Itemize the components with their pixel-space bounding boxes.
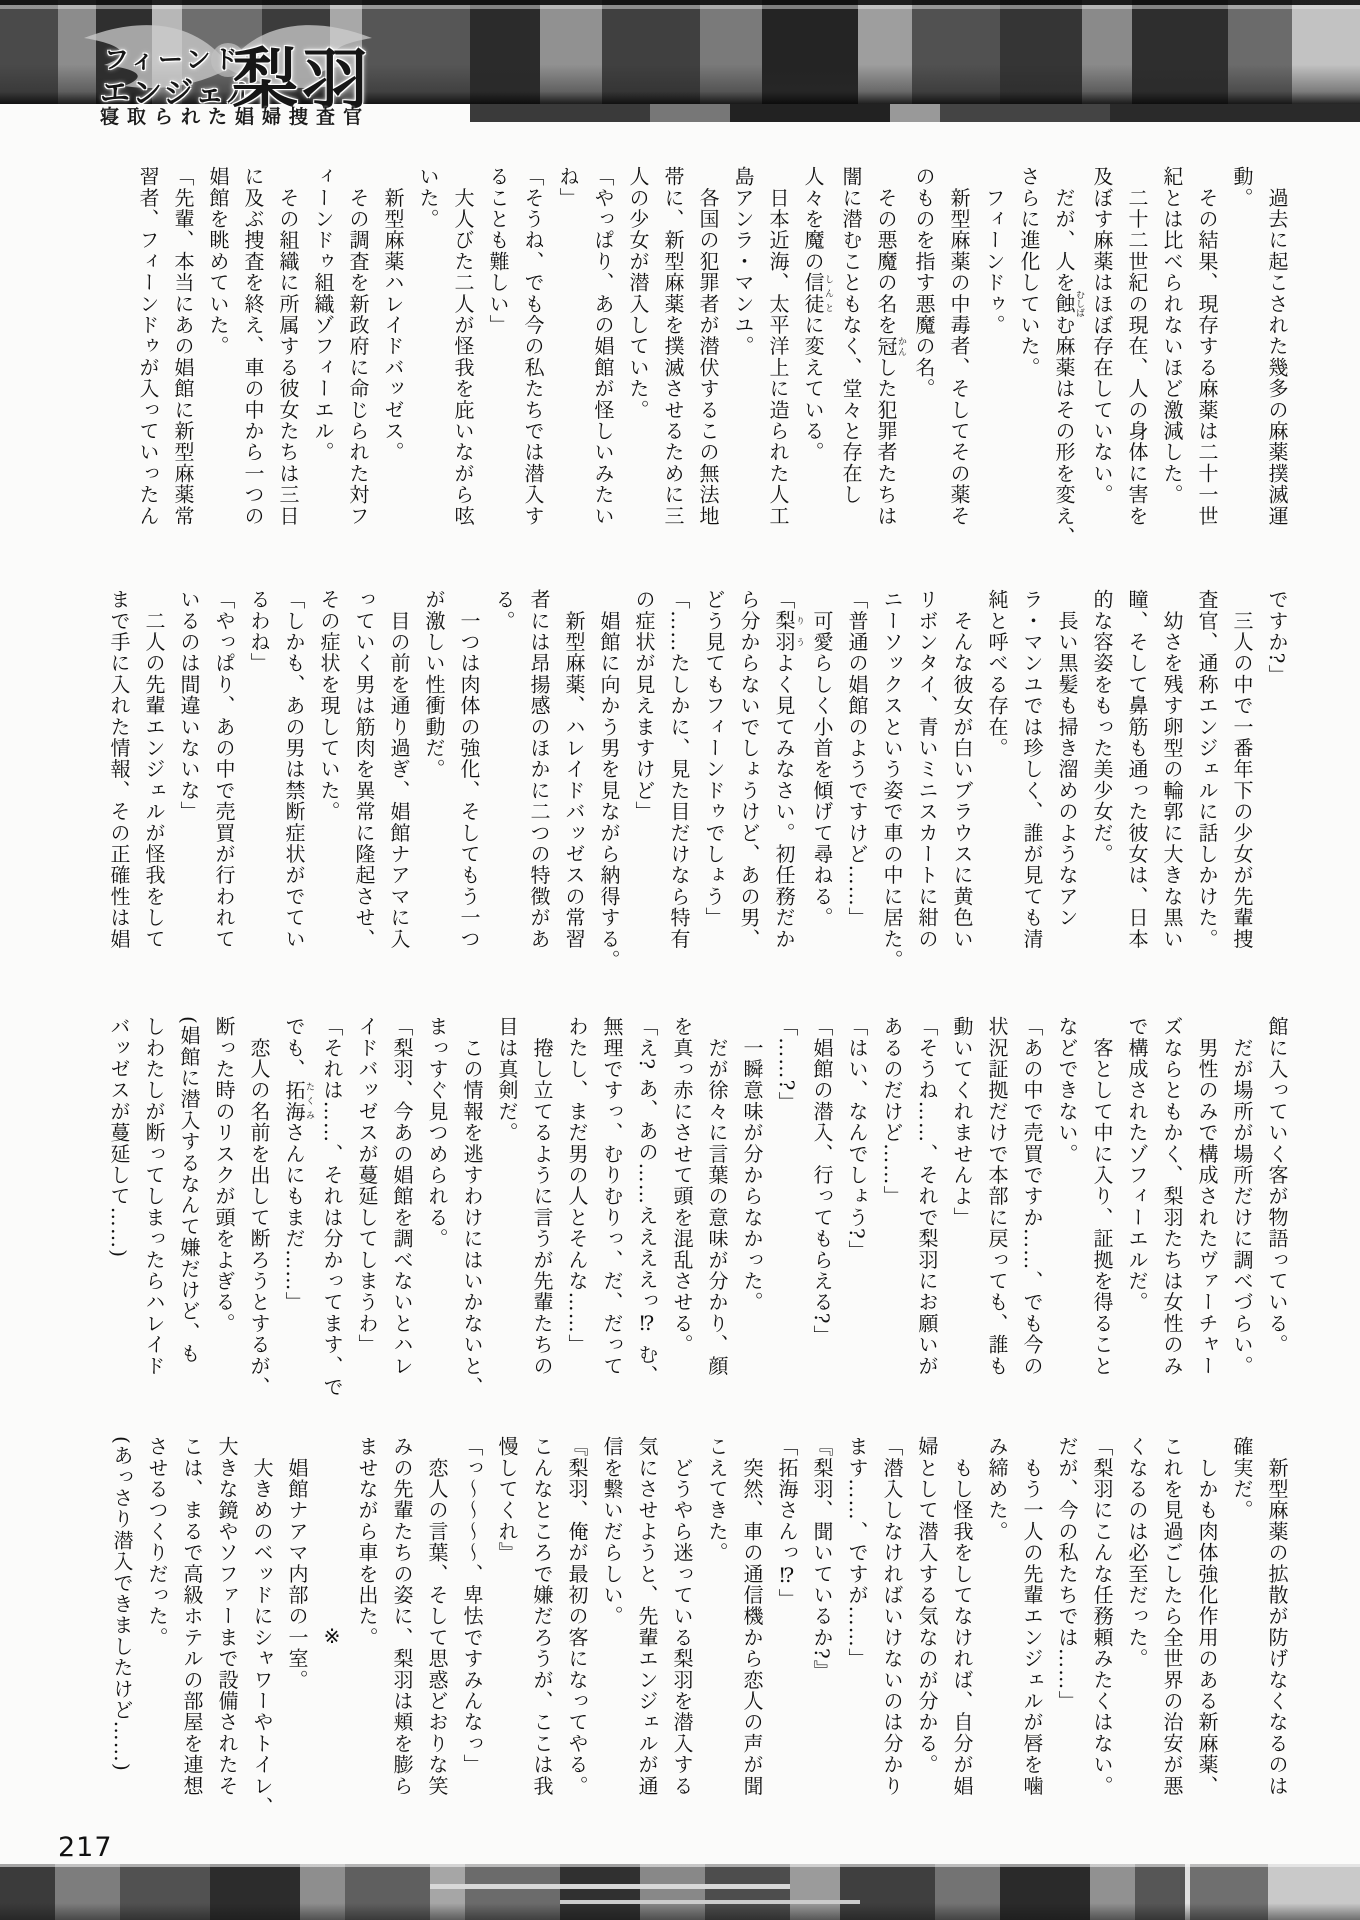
text-column: ニーソックスという姿で車の中に居た。 bbox=[880, 589, 904, 971]
text-column: まで手に入れた情報、その正確性は娼 bbox=[107, 589, 131, 950]
text-column: ます……、ですが……」 bbox=[845, 1436, 869, 1670]
text-column: 者には昂揚感のほかに二つの特徴があ bbox=[527, 589, 551, 950]
text-column: だが場所が場所だけに調べづらい。 bbox=[1230, 1016, 1254, 1377]
text-column: フィーンドゥ。 bbox=[982, 166, 1006, 336]
text-column: 及ぼす麻薬はほぼ存在していない。 bbox=[1090, 166, 1114, 506]
text-column: その組織に所属する彼女たちは三日 bbox=[276, 166, 300, 527]
text-column: 新型麻薬ハレイドバッゼス。 bbox=[381, 166, 405, 463]
text-column: ですか?」 bbox=[1265, 589, 1289, 686]
text-column: 館に入っていく客が物語っている。 bbox=[1265, 1016, 1289, 1356]
text-column: リボンタイ、青いミニスカートに紺の bbox=[915, 589, 939, 950]
text-column: 確実だ。 bbox=[1230, 1436, 1254, 1521]
text-column: 状況証拠だけで本部に戻っても、誰も bbox=[985, 1016, 1009, 1377]
text-column: 過去に起こされた幾多の麻薬撲滅運 bbox=[1265, 166, 1289, 527]
text-column: 島アンラ・マンユ。 bbox=[731, 166, 755, 357]
text-column: 日本近海、太平洋上に造られた人工 bbox=[766, 166, 790, 527]
text-column: 目は真剣だ。 bbox=[495, 1016, 519, 1144]
text-column: 「やっぱり、あの娼館が怪しいみたい bbox=[591, 166, 615, 527]
footer-banner bbox=[0, 1864, 1360, 1920]
text-column: 「……?」 bbox=[775, 1016, 799, 1113]
section-divider-mark: ※ bbox=[320, 1624, 344, 1650]
text-column: の症状が見えますけど」 bbox=[632, 589, 656, 823]
text-column: その調査を新政府に命じられた対フ bbox=[346, 166, 370, 527]
text-column: で構成されたゾフィーエルだ。 bbox=[1125, 1016, 1149, 1313]
text-column: 動。 bbox=[1230, 166, 1254, 209]
text-column: いるのは間違いないな」 bbox=[177, 589, 201, 823]
text-column: 『梨羽、俺が最初の客になってやる。 bbox=[565, 1436, 589, 1797]
text-column: 「え? あ、あの……ええええっ⁉ む、 bbox=[635, 1016, 659, 1387]
text-column: 突然、車の通信機から恋人の声が聞 bbox=[740, 1436, 764, 1797]
text-column: 「拓海さんっ⁉」 bbox=[775, 1436, 799, 1610]
text-column: みの先輩たちの姿に、梨羽は頬を膨ら bbox=[390, 1436, 414, 1797]
series-title-main: 梨羽 bbox=[232, 40, 372, 118]
text-column: 恋人の名前を出して断ろうとするが、 bbox=[247, 1016, 271, 1398]
text-column: 「先輩、本当にあの娼館に新型麻薬常 bbox=[171, 166, 195, 527]
text-column: ませながら車を出た。 bbox=[355, 1436, 379, 1648]
text-band-2 bbox=[66, 589, 1294, 991]
text-column: ね」 bbox=[556, 166, 580, 209]
text-column: 新型麻薬の中毒者、そしてその薬そ bbox=[947, 166, 971, 527]
text-column: 査官、通称エンジェルに話しかけた。 bbox=[1195, 589, 1219, 950]
text-column: 二人の先輩エンジェルが怪我をして bbox=[142, 589, 166, 950]
text-column: 三人の中で一番年下の少女が先輩捜 bbox=[1230, 589, 1254, 950]
series-title-kana-line1: フィーンドゥ bbox=[104, 45, 269, 74]
text-column: 瞳、そして鼻筋も通った彼女は、日本 bbox=[1125, 589, 1149, 950]
text-column: くなるのは必至だった。 bbox=[1125, 1436, 1149, 1670]
text-column: 客として中に入り、証拠を得ること bbox=[1090, 1016, 1114, 1377]
text-column: 「そうね……、それで梨羽にお願いが bbox=[915, 1016, 939, 1377]
text-column: 信を繋いだらしい。 bbox=[600, 1436, 624, 1627]
text-column: 「普通の娼館のようですけど……」 bbox=[845, 589, 869, 929]
text-column: 各国の犯罪者が潜伏するこの無法地 bbox=[696, 166, 720, 527]
text-column: どう見てもフィーンドゥでしょう」 bbox=[702, 589, 726, 929]
text-column: る。 bbox=[492, 589, 516, 632]
text-column: 「娼館の潜入、行ってもらえる?」 bbox=[810, 1016, 834, 1346]
text-column: 大人びた二人が怪我を庇いながら呟 bbox=[451, 166, 475, 527]
text-column: もし怪我をしてなければ、自分が娼 bbox=[950, 1436, 974, 1797]
text-column: 娼館を眺めていた。 bbox=[206, 166, 230, 357]
text-column: あるのだけど……」 bbox=[880, 1016, 904, 1207]
text-column: 紀とは比べられないほど激減した。 bbox=[1160, 166, 1184, 506]
text-column: 「潜入しなければいけないのは分かり bbox=[880, 1436, 904, 1797]
text-column: そんな彼女が白いブラウスに黄色い bbox=[950, 589, 974, 950]
header-banner-extension bbox=[470, 104, 1360, 122]
text-column: ることも難しい」 bbox=[486, 166, 510, 336]
text-band-1 bbox=[66, 166, 1294, 568]
text-column: るわね」 bbox=[247, 589, 271, 674]
text-column: どうやら迷っている梨羽を潜入する bbox=[670, 1436, 694, 1797]
text-column: 婦として潜入する気なのが分かる。 bbox=[915, 1436, 939, 1776]
text-column: っていく男は筋肉を異常に隆起させ、 bbox=[352, 589, 376, 950]
text-column: が激しい性衝動だ。 bbox=[422, 589, 446, 780]
text-column: その結果、現存する麻薬は二十一世 bbox=[1195, 166, 1219, 527]
text-column: 大きな鏡やソファーまで設備されたそ bbox=[215, 1436, 239, 1797]
text-column: 「はい、なんでしょう?」 bbox=[845, 1016, 869, 1262]
text-column: 「そうね、でも今の私たちでは潜入す bbox=[521, 166, 545, 527]
text-column: 一つは肉体の強化、そしてもう一つ bbox=[457, 589, 481, 950]
text-column: 習者、フィーンドゥが入っていったん bbox=[136, 166, 160, 527]
text-column: 男性のみで構成されたヴァーチャー bbox=[1195, 1016, 1219, 1377]
text-column: 一瞬意味が分からなかった。 bbox=[740, 1016, 764, 1313]
text-column: わたし、まだ男の人とそんな……」 bbox=[565, 1016, 589, 1356]
text-column: 「梨羽にこんな任務頼みたくはない。 bbox=[1090, 1436, 1114, 1797]
text-column: 断った時のリスクが頭をよぎる。 bbox=[212, 1016, 236, 1334]
text-column: 無理ですっ、むりむりっ、だ、だって bbox=[600, 1016, 624, 1377]
text-band-4 bbox=[66, 1436, 1294, 1838]
text-column: ズならともかく、梨羽たちは女性のみ bbox=[1160, 1016, 1184, 1377]
text-column: などできない。 bbox=[1055, 1016, 1079, 1165]
text-column: 捲し立てるように言うが先輩たちの bbox=[530, 1016, 554, 1377]
text-column: 「しかも、あの男は禁断症状がでてい bbox=[282, 589, 306, 950]
text-column: 「梨羽りうよく見てみなさい。初任務だか bbox=[772, 589, 804, 950]
text-column: 目の前を通り過ぎ、娼館ナアマに入 bbox=[387, 589, 411, 950]
text-column: 新型麻薬、ハレイドバッゼスの常習 bbox=[562, 589, 586, 950]
text-column: 幼さを残す卵型の輪郭に大きな黒い bbox=[1160, 589, 1184, 950]
text-column: しかも肉体強化作用のある新麻薬、 bbox=[1195, 1436, 1219, 1797]
text-column: 「あの中で売買ですか……、でも今の bbox=[1020, 1016, 1044, 1377]
text-column: 人々を魔の信徒しんとに変えている。 bbox=[801, 166, 833, 463]
text-column: 可愛らしく小首を傾げて尋ねる。 bbox=[810, 589, 834, 929]
text-column: こえてきた。 bbox=[705, 1436, 729, 1564]
text-column: 慢してくれ』 bbox=[495, 1436, 519, 1564]
text-column: しわたしが断ってしまったらハレイド bbox=[142, 1016, 166, 1377]
text-column: 二十二世紀の現在、人の身体に害を bbox=[1125, 166, 1149, 527]
text-column: まっすぐ見つめられる。 bbox=[425, 1016, 449, 1250]
text-column: (あっさり潜入できましたけど……) bbox=[110, 1436, 134, 1773]
text-column: 動いてくれませんよ」 bbox=[950, 1016, 974, 1228]
text-column: ラ・マンユでは珍しく、誰が見ても清 bbox=[1020, 589, 1044, 950]
text-column: させるつくりだった。 bbox=[145, 1436, 169, 1648]
text-column: だが、今の私たちでは……」 bbox=[1055, 1436, 1079, 1712]
text-column: 『梨羽、聞いているか?』 bbox=[810, 1436, 834, 1682]
text-column: さらに進化していた。 bbox=[1017, 166, 1041, 378]
page-number: 217 bbox=[58, 1832, 113, 1863]
text-column: 「それは……、それは分かってます、で bbox=[320, 1016, 344, 1398]
series-subtitle: 寝取られた娼婦捜査官 bbox=[100, 106, 371, 128]
text-column: イドバッゼスが蔓延してしまうわ」 bbox=[355, 1016, 379, 1356]
text-column: 純と呼べる存在。 bbox=[985, 589, 1009, 759]
text-column: 「やっぱり、あの中で売買が行われて bbox=[212, 589, 236, 950]
text-column: 闇に潜むこともなく、堂々と存在し bbox=[839, 166, 863, 506]
text-column: 人の少女が潜入していた。 bbox=[626, 166, 650, 421]
text-column: 帯に、新型麻薬を撲滅させるために三 bbox=[661, 166, 685, 527]
text-column: ィーンドゥ組織ゾフィーエル。 bbox=[311, 166, 335, 463]
text-column: 娼館ナアマ内部の一室。 bbox=[285, 1436, 309, 1691]
text-column: 新型麻薬の拡散が防げなくなるのは bbox=[1265, 1436, 1289, 1797]
text-column: 恋人の言葉、そして思惑どおりな笑 bbox=[425, 1436, 449, 1797]
text-column: この情報を逃すわけにはいかないと、 bbox=[460, 1016, 484, 1398]
text-column: 的な容姿をもった美少女だ。 bbox=[1090, 589, 1114, 865]
text-column: (娼館に潜入するなんて嫌だけど、も bbox=[177, 1016, 201, 1365]
text-band-3 bbox=[66, 1016, 1294, 1418]
text-column: 「っ〜〜〜〜、卑怯ですみんなっ」 bbox=[460, 1436, 484, 1776]
text-column: いた。 bbox=[416, 166, 440, 230]
text-column: だが徐々に言葉の意味が分かり、顔 bbox=[705, 1016, 729, 1377]
text-column: 「……たしかに、見た目だけなら特有 bbox=[667, 589, 691, 950]
text-column: 娼館に向かう男を見ながら納得する。 bbox=[597, 589, 621, 971]
text-column: こんなところで嫌だろうが、ここは我 bbox=[530, 1436, 554, 1797]
text-column: その悪魔の名を冠かんした犯罪者たちは bbox=[874, 166, 906, 527]
text-column: 大きめのベッドにシャワーやトイレ、 bbox=[250, 1436, 274, 1818]
text-column: もう一人の先輩エンジェルが唇を噛 bbox=[1020, 1436, 1044, 1797]
text-column: だが、人を蝕むしばむ麻薬はその形を変え、 bbox=[1052, 166, 1084, 548]
text-column: その症状を現していた。 bbox=[317, 589, 341, 823]
text-column: 「梨羽、今あの娼館を調べないとハレ bbox=[390, 1016, 414, 1377]
text-column: こは、まるで高級ホテルの部屋を連想 bbox=[180, 1436, 204, 1797]
text-column: でも、拓海たくみさんにもまだ……」 bbox=[282, 1016, 314, 1313]
text-column: バッゼスが蔓延して……) bbox=[107, 1016, 131, 1259]
text-column: のものを指す悪魔の名。 bbox=[912, 166, 936, 400]
text-column: これを見過ごしたら全世界の治安が悪 bbox=[1160, 1436, 1184, 1797]
text-column: み締めた。 bbox=[985, 1436, 1009, 1542]
text-column: 長い黒髪も掃き溜めのようなアン bbox=[1055, 589, 1079, 929]
series-title-kana-line2: エンジェル bbox=[100, 76, 259, 111]
text-column: 気にさせようと、先輩エンジェルが通 bbox=[635, 1436, 659, 1797]
text-column: を真っ赤にさせて頭を混乱させる。 bbox=[670, 1016, 694, 1356]
text-column: ら分からないでしょうけど、あの男、 bbox=[737, 589, 761, 950]
text-column: に及ぶ捜査を終え、車の中から一つの bbox=[241, 166, 265, 527]
